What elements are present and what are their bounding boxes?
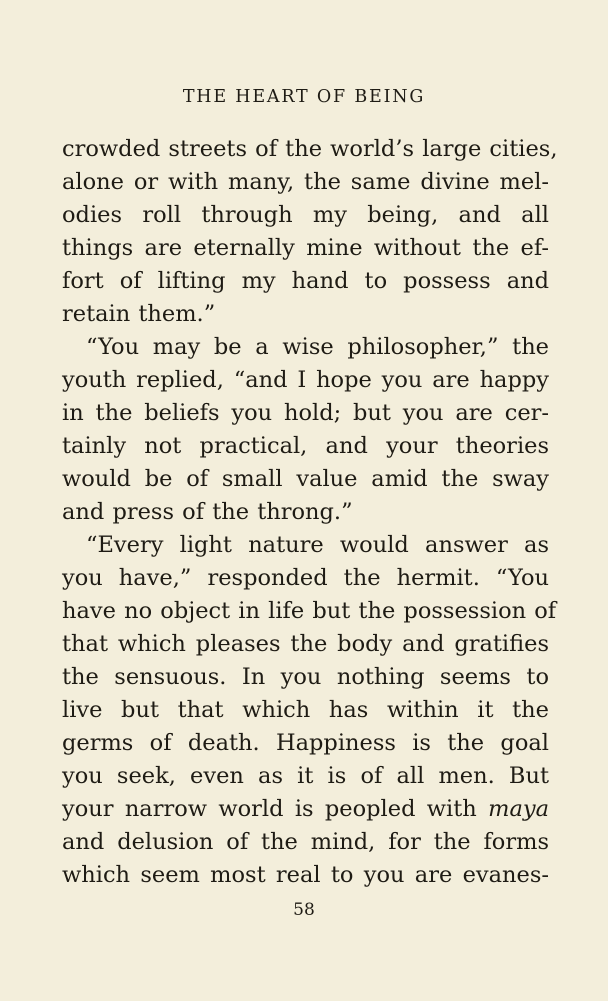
text-line: and press of the throng.” [62,499,353,525]
paragraph-start-line: “Every light nature would answer as [86,532,549,558]
text-line: tainly not practical, and your theories [62,433,549,459]
text-line: that which pleases the body and gratifies [62,631,549,657]
text-line: germs of death. Happiness is the goal [62,730,549,756]
text-line: youth replied, “and I hope you are happy [62,367,549,393]
text-line-segment: your narrow world is peopled with [62,796,477,822]
text-line: and delusion of the mind, for the forms [62,829,549,855]
text-line: live but that which has within it the [62,697,549,723]
text-line: have no object in life but the possession of [62,598,557,624]
text-line: you have,” responded the hermit. “You [62,565,549,591]
text-line: which seem most real to you are evanes- [62,862,549,888]
paragraph-start-line: “You may be a wise philosopher,” the [86,334,549,360]
text-line: the sensuous. In you nothing seems to [62,664,549,690]
text-line: fort of lifting my hand to possess and [62,268,549,294]
text-line: things are eternally mine without the ef- [62,235,549,261]
text-line: would be of small value amid the sway [62,466,549,492]
text-line: alone or with many, the same divine mel- [62,169,549,195]
italic-word: maya [488,796,549,822]
page-number: 58 [293,900,315,920]
text-line: odies roll through my being, and all [62,202,549,228]
text-line: in the beliefs you hold; but you are cer- [62,400,549,426]
text-line: crowded streets of the world’s large cities, [62,136,558,162]
running-head: THE HEART OF BEING [182,87,426,107]
text-line: retain them.” [62,301,216,327]
text-line: you seek, even as it is of all men. But [62,763,549,789]
text-line [62,793,549,826]
body-text [62,133,558,892]
